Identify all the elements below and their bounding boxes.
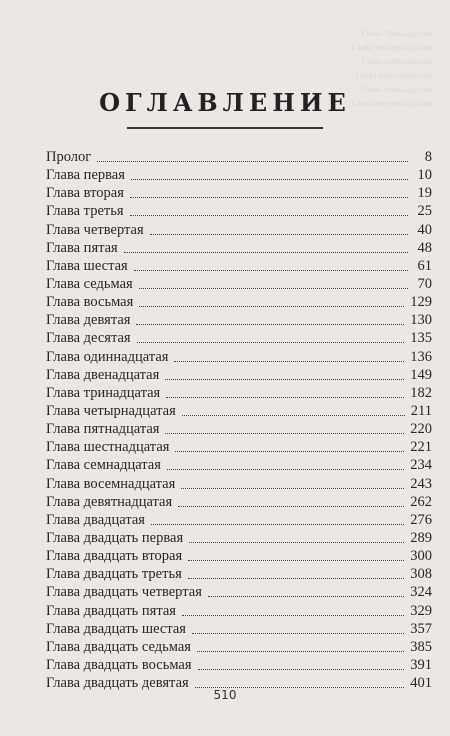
dot-leader <box>192 632 404 634</box>
toc-entry-title: Глава пятнадцатая <box>46 421 160 438</box>
toc-entry-page: 182 <box>410 384 432 401</box>
toc-entry <box>46 257 432 275</box>
dot-leader <box>124 251 408 253</box>
toc-entry-title: Пролог <box>46 149 92 165</box>
toc-entry-title: Глава первая <box>46 167 125 184</box>
toc-entry-title: Глава пятая <box>46 239 118 256</box>
toc-entry <box>46 583 432 601</box>
dot-leader <box>175 450 404 452</box>
toc-entry-title: Глава двадцатая <box>46 511 145 528</box>
toc-entry <box>46 384 432 402</box>
toc-entry-title: Глава вторая <box>46 185 124 202</box>
toc-entry <box>46 602 432 620</box>
dot-leader <box>197 650 404 652</box>
toc-entry <box>46 547 432 565</box>
toc-entry <box>46 656 432 674</box>
toc-entry-title: Глава двадцать пятая <box>46 602 176 619</box>
toc-entry <box>46 420 432 438</box>
dot-leader <box>130 214 409 216</box>
toc-entry-title: Глава восьмая <box>46 294 134 311</box>
toc-entry-title: Глава двадцать восьмая <box>46 656 192 673</box>
toc-entry-page: 10 <box>417 167 432 184</box>
toc-entry-title: Глава двадцать четвертая <box>46 584 202 601</box>
dot-leader <box>182 414 405 416</box>
toc-entry-page: 19 <box>417 185 432 202</box>
toc-entry-page: 149 <box>410 366 432 383</box>
toc-entry <box>46 311 432 329</box>
toc-entry-title: Глава шестнадцатая <box>46 439 170 456</box>
toc-entry <box>46 239 432 257</box>
dot-leader <box>188 559 404 561</box>
toc-entry-page: 130 <box>410 312 432 329</box>
toc-entry-page: 329 <box>410 602 432 619</box>
page-title: ОГЛАВЛЕНИЕ <box>99 88 351 117</box>
toc-entry <box>46 293 432 311</box>
toc-entry <box>46 275 432 293</box>
toc-entry-title: Глава шестая <box>46 257 128 274</box>
dot-leader <box>97 160 408 162</box>
toc-entry <box>46 529 432 547</box>
dot-leader <box>208 595 404 597</box>
toc-entry <box>46 148 432 166</box>
dot-leader <box>188 577 405 579</box>
dot-leader <box>166 396 404 398</box>
toc-entry-page: 61 <box>417 257 432 274</box>
toc-entry-title: Глава восемнадцатая <box>46 475 176 492</box>
toc-entry <box>46 329 432 347</box>
toc-entry-page: 135 <box>410 330 432 347</box>
toc-entry-title: Глава одиннадцатая <box>46 348 169 365</box>
dot-leader <box>165 378 404 380</box>
toc-entry-page: 276 <box>410 511 432 528</box>
toc-entry-page: 289 <box>410 529 432 546</box>
toc-entry <box>46 166 432 184</box>
toc-entry-page: 300 <box>410 548 432 565</box>
page-number: 510 <box>213 688 237 702</box>
toc-entry <box>46 456 432 474</box>
toc-entry-page: 136 <box>410 348 432 365</box>
toc-entry-page: 40 <box>417 221 432 238</box>
dot-leader <box>165 432 404 434</box>
bleed-through-line: Глава шестнадцатая <box>355 70 432 80</box>
dot-leader <box>178 505 404 507</box>
toc-entry <box>46 638 432 656</box>
toc-entry-title: Глава двадцать третья <box>46 566 182 583</box>
toc-entry <box>46 366 432 384</box>
bleed-through-line: Глава восемнадцатая <box>351 98 432 108</box>
toc-entry-title: Глава двадцать шестая <box>46 620 186 637</box>
dot-leader <box>150 233 408 235</box>
toc-entry-page: 25 <box>417 203 432 220</box>
toc-entry-page: 243 <box>410 475 432 492</box>
toc-entry <box>46 202 432 220</box>
toc-entry <box>46 493 432 511</box>
toc-entry-page: 391 <box>410 656 432 673</box>
toc-entry-title: Глава двадцать седьмая <box>46 638 191 655</box>
toc-entry <box>46 565 432 583</box>
toc-entry-page: 220 <box>410 421 432 438</box>
dot-leader <box>167 468 404 470</box>
toc-entry-page: 48 <box>417 239 432 256</box>
toc-entry-page: 385 <box>410 638 432 655</box>
toc-entry <box>46 348 432 366</box>
toc-entry-title: Глава семнадцатая <box>46 457 161 474</box>
dot-leader <box>182 614 404 616</box>
bleed-through-line: Глава семнадцатая <box>360 84 432 94</box>
toc-entry <box>46 402 432 420</box>
dot-leader <box>139 287 408 289</box>
toc-entry-page: 211 <box>410 402 432 419</box>
toc-entry-page: 324 <box>410 584 432 601</box>
dot-leader <box>189 541 404 543</box>
toc-entry-page: 221 <box>410 439 432 456</box>
dot-leader <box>181 487 404 489</box>
toc-entry <box>46 475 432 493</box>
toc-entry <box>46 221 432 239</box>
dot-leader <box>198 668 405 670</box>
dot-leader <box>130 196 408 198</box>
toc-entry-title: Глава седьмая <box>46 275 133 292</box>
toc-entry-page: 401 <box>410 675 432 692</box>
toc-entry-title: Глава десятая <box>46 330 131 347</box>
toc-entry-page: 357 <box>410 620 432 637</box>
toc-entry-page: 129 <box>410 294 432 311</box>
toc-entry-page: 8 <box>424 149 432 165</box>
toc-entry-title: Глава двенадцатая <box>46 366 160 383</box>
toc-entry-title: Глава четырнадцатая <box>46 402 176 419</box>
dot-leader <box>134 269 408 271</box>
toc-entry-title: Глава третья <box>46 203 124 220</box>
toc-entry-page: 70 <box>417 275 432 292</box>
dot-leader <box>131 178 408 180</box>
toc-entry-page: 308 <box>410 566 432 583</box>
toc-entry-title: Глава двадцать вторая <box>46 548 183 565</box>
toc-entry-page: 234 <box>410 457 432 474</box>
bleed-through-line: Глава четырнадцатая <box>351 42 432 52</box>
toc-entry-title: Глава двадцать девятая <box>46 675 189 692</box>
toc-entry <box>46 184 432 202</box>
toc-entry-page: 262 <box>410 493 432 510</box>
toc-entry-title: Глава девятая <box>46 312 131 329</box>
dot-leader <box>174 360 404 362</box>
dot-leader <box>136 323 404 325</box>
bleed-through-line: Глава тринадцатая <box>361 28 432 38</box>
dot-leader <box>151 523 404 525</box>
toc-entry <box>46 620 432 638</box>
toc-entry-title: Глава четвертая <box>46 221 144 238</box>
dot-leader <box>139 305 404 307</box>
title-divider <box>127 127 323 129</box>
table-of-contents <box>46 148 432 692</box>
dot-leader <box>137 341 405 343</box>
toc-entry <box>46 511 432 529</box>
bleed-through-line: Глава пятнадцатая <box>361 56 432 66</box>
toc-entry <box>46 438 432 456</box>
toc-entry-title: Глава девятнадцатая <box>46 493 173 510</box>
toc-entry-title: Глава двадцать первая <box>46 529 184 546</box>
toc-entry-title: Глава тринадцатая <box>46 384 161 401</box>
